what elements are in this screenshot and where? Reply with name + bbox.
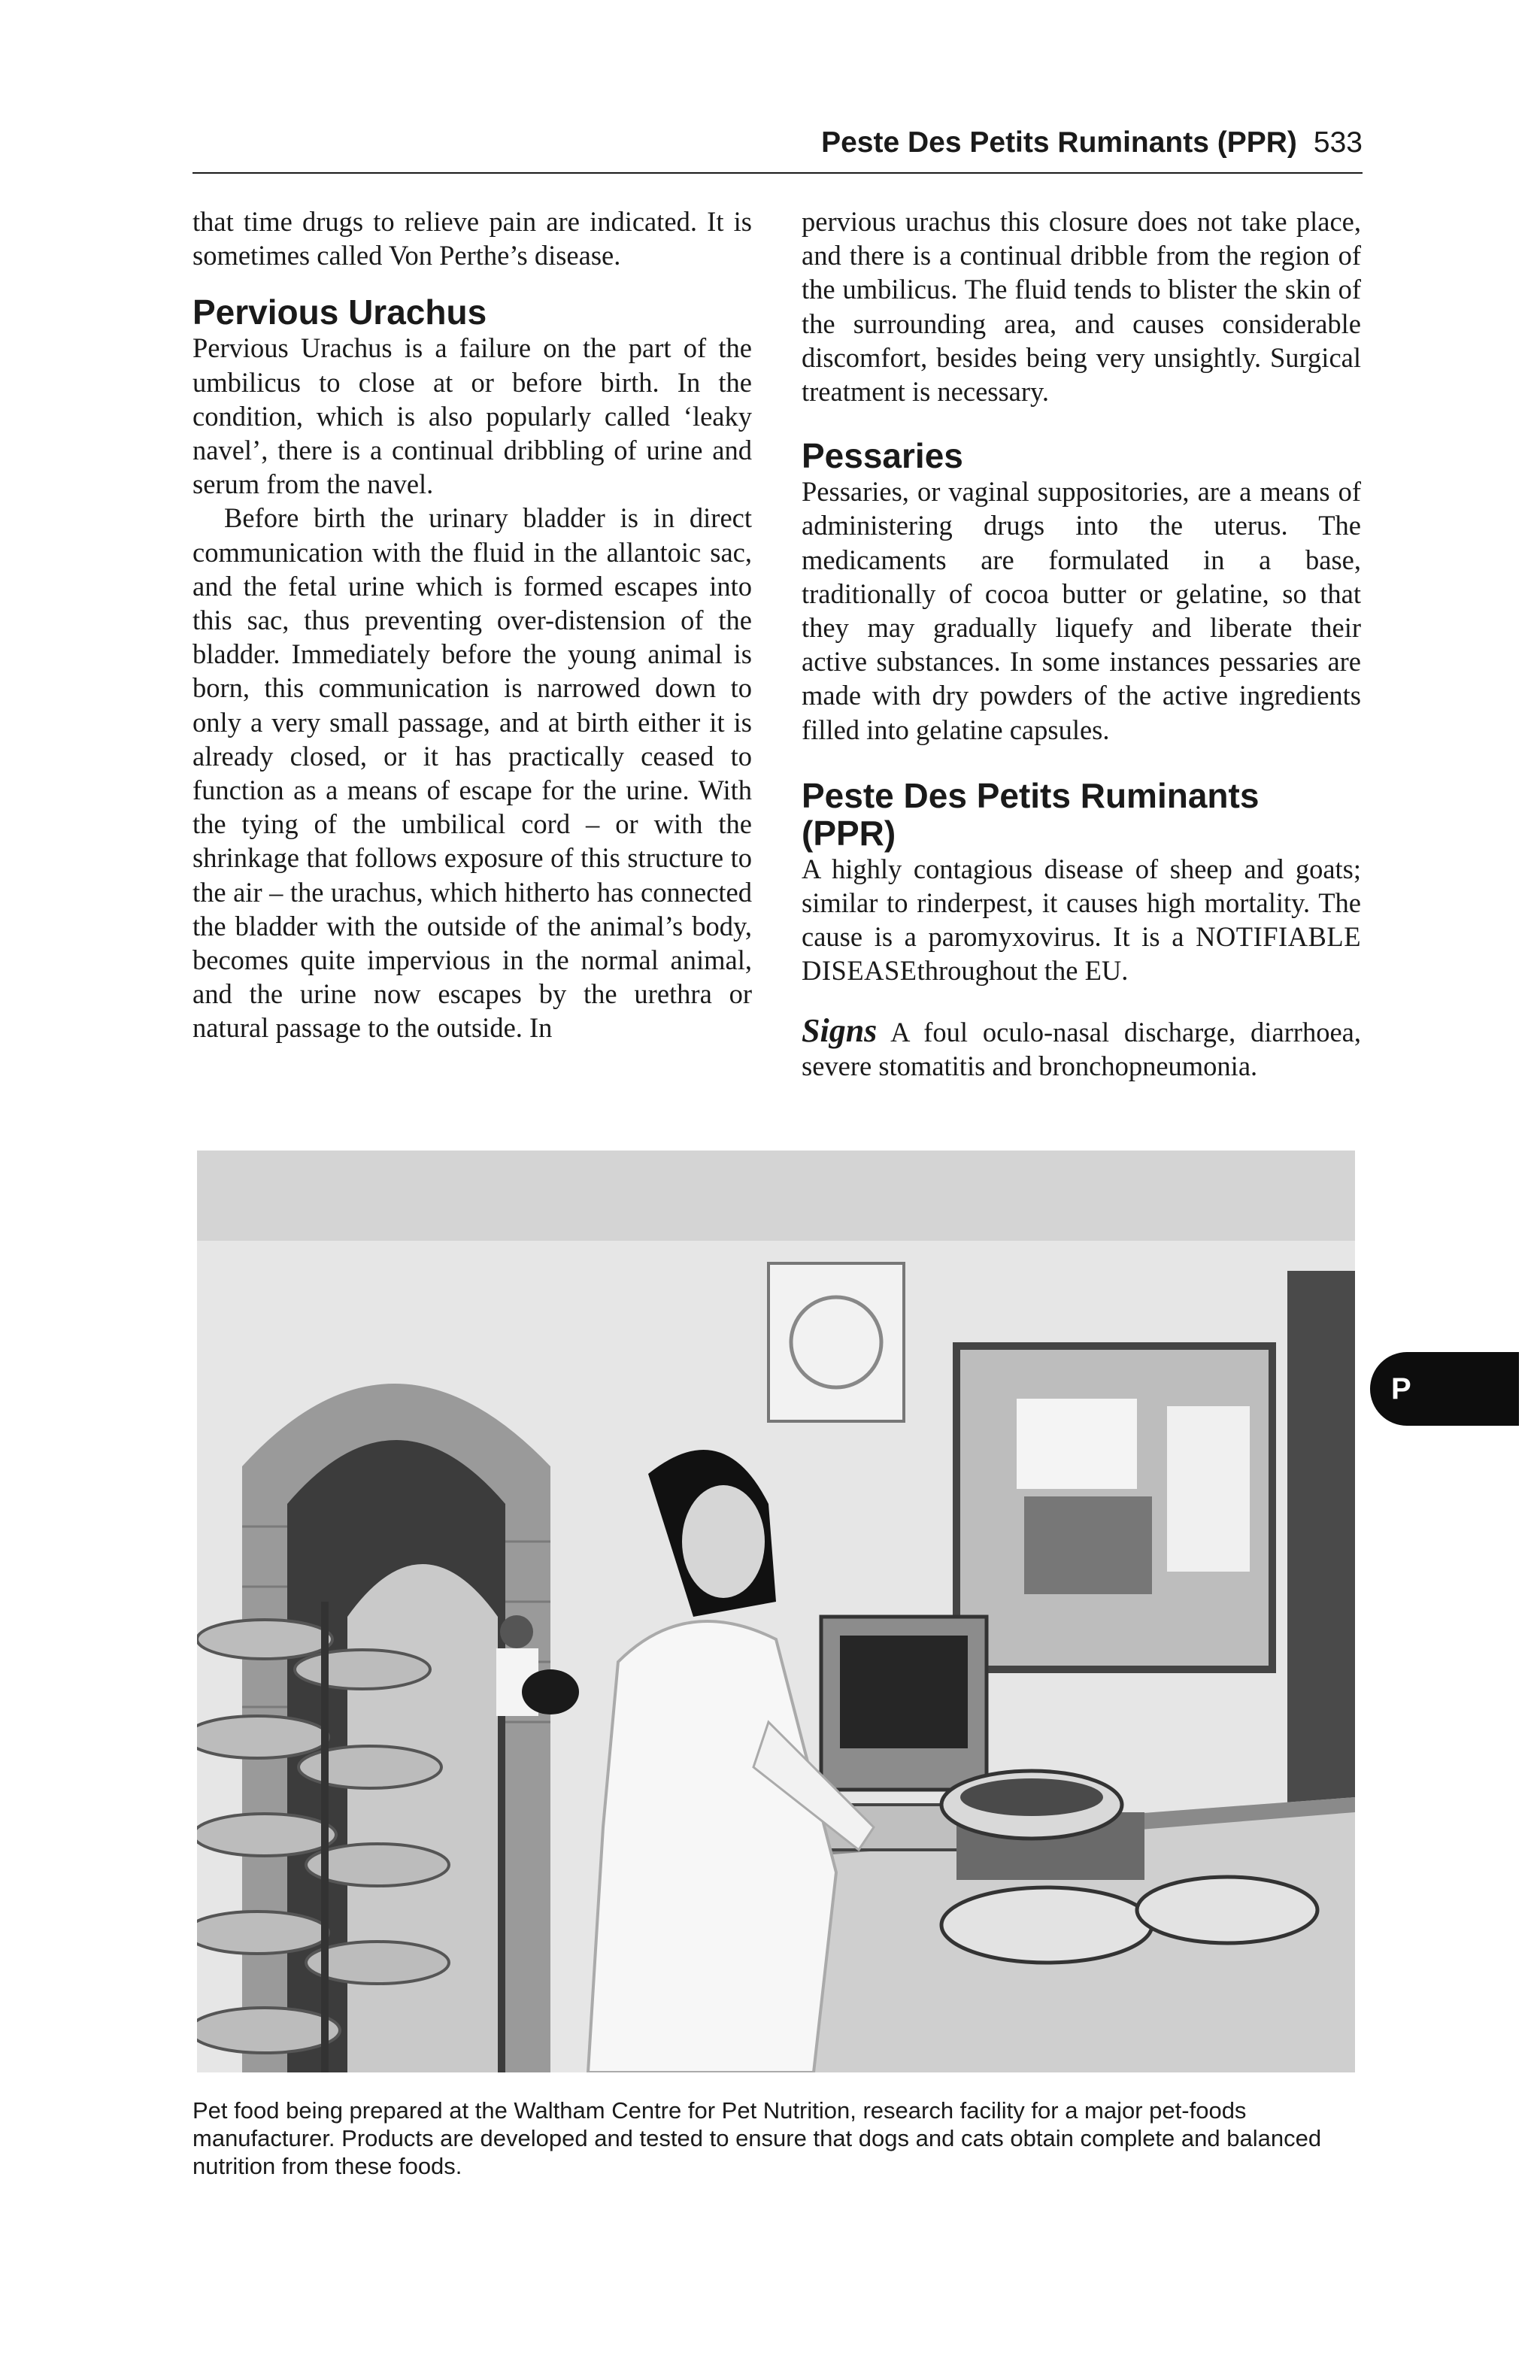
page-number: 533 (1313, 126, 1363, 159)
notifiable-disease-term: NOTIFIABLE DISEASE (802, 921, 1361, 987)
left-intro-paragraph: that time drugs to relieve pain are indicated. It is sometimes called Von Perthe’s disease. (192, 206, 752, 271)
ppr-paragraph (802, 852, 1361, 988)
running-header-title: Peste Des Petits Ruminants (PPR) (821, 126, 1297, 159)
lab-scene-illustration (197, 1151, 1355, 2072)
running-header (192, 126, 1363, 159)
heading-ppr: Peste Des Petits Ruminants (PPR) (802, 775, 1260, 853)
ppr-text-lead: A highly contagious disease of sheep and goats; similar to rinderpest, it causes high mortality. The cause is a paromyxovirus. It is a (802, 853, 1361, 953)
pervious-urachus-continuation: pervious urachus this closure does not take place, and there is a continual dribble from the region of the umbilicus. The fluid tends to blister the skin of the surrounding area, and causes considerable discomfort, besides being very unsightly. Surgical treatment is necessary. (802, 206, 1361, 408)
heading-pervious-urachus: Pervious Urachus (192, 293, 487, 332)
pervious-urachus-paragraph-2: Before birth the urinary bladder is in direct communication with the fluid in the allantoic sac, and the fetal urine which is formed escapes into this sac, thus preventing over-distension of the bladder. Immediately before the young animal is born, this communication is narrowed down to only a very small passage, and at birth either it is already closed, or it has practically ceased to function as a means of escape for the urine. With the tying of the umbilical cord – or with the shrinkage that follows exposure of this structure to the air – the urachus, which hitherto has connected the bladder with the outside of the animal’s body, becomes quite impervious in the normal animal, and the urine now escapes by the urethra or natural passage to the outside. In (192, 502, 752, 1044)
right-column (802, 205, 1361, 1083)
pervious-urachus-paragraph-1: Pervious Urachus is a failure on the part of the umbilicus to close at or before birth. In the condition, which is also popularly called ‘leaky navel’, there is a continual dribbling of urine and serum from the navel. (192, 332, 752, 500)
header-rule (192, 172, 1363, 174)
signs-text: A foul oculo-nasal discharge, diarrhoea, severe stomatitis and bronchopneumonia. (802, 1016, 1361, 1081)
figure-photo (197, 1151, 1355, 2072)
heading-pessaries: Pessaries (802, 436, 963, 476)
section-tab-p: P (1370, 1352, 1519, 1426)
pessaries-paragraph: Pessaries, or vaginal suppositories, are a means of administering drugs into the uterus. The medicaments are formulated in a base, traditionally of cocoa butter or gelatine, so that they may gradually liquefy and liberate their active substances. In some instances pessaries are made with dry powders of the active ingredients filled into gelatine capsules. (802, 476, 1361, 745)
left-column (192, 205, 752, 1045)
ppr-text-tail: throughout the EU. (917, 955, 1129, 987)
ppr-signs-paragraph (802, 1011, 1361, 1083)
figure-caption: Pet food being prepared at the Waltham Centre for Pet Nutrition, research facility for a major pet-foods manufacturer. Products are developed and tested to ensure that dogs and cats obtain complete and balanced nutrition from these foods. (192, 2097, 1322, 2179)
signs-label: Signs (802, 1011, 878, 1049)
